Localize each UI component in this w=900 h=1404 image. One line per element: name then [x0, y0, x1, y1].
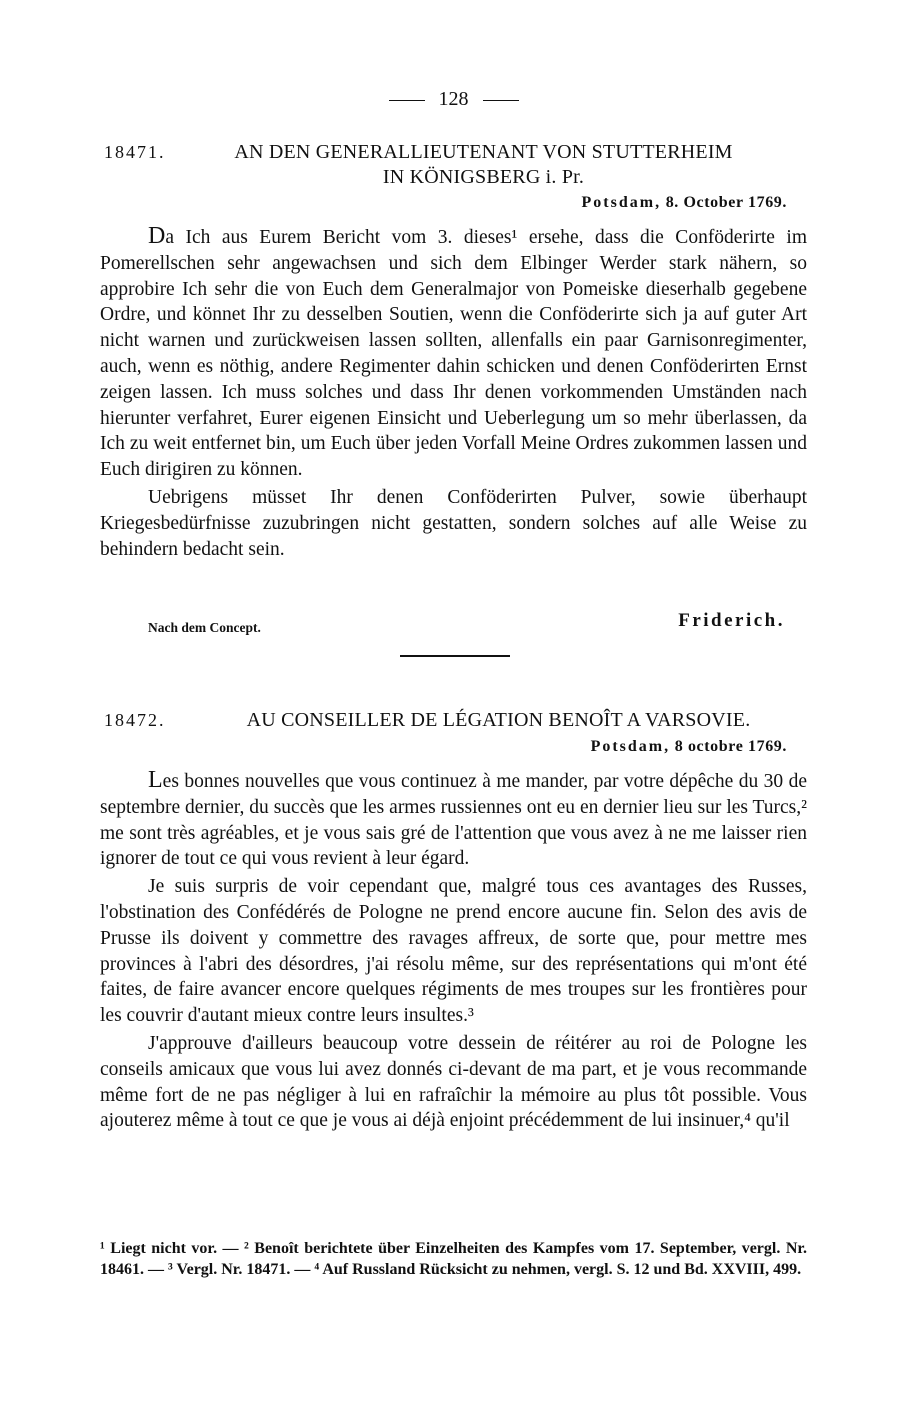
letter1-source-note: Nach dem Concept. — [148, 620, 261, 635]
letter2-paragraph-2: Je suis surpris de voir cependant que, malgré tous ces avantages des Russes, l'obstination des Confédérés de Pologne ne prend encore aucune fin. Selon des avis de Prusse ils doivent y commettre des ravages affreux, de sorte que, pour mettre mes provinces à l'abri des désordres, j'ai résolu même, sur des représentations qui m'ont été faites, de faire avancer encore quelques régiments de mes troupes sur les frontières pour les couvrir d'autant mieux contre leurs insultes.³ — [100, 876, 807, 1027]
letter1-heading-line1: AN DEN GENERALLIEUTENANT VON STUTTERHEIM — [234, 141, 733, 163]
letter1-place-date-text: 8. October 1769. — [665, 194, 787, 211]
footnotes — [100, 1238, 807, 1280]
letter2-number: 18472. — [104, 710, 166, 730]
page-number-dash-right — [483, 100, 519, 101]
letter1-paragraph-2: Uebrigens müsset Ihr denen Conföderirten Pulver, sowie überhaupt Kriegesbedürfnisse zuzubringen nicht gestatten, sondern solches auf alle Weise zu behindern bedacht sein. — [100, 486, 807, 560]
footnotes-text: ¹ Liegt nicht vor. — ² Benoît berichtete über Einzelheiten des Kampfes vom 17. September, vergl. Nr. 18461. — ³ Vergl. Nr. 18471. — ⁴ Auf Russland Rücksicht zu nehmen, vergl. S. 12 und Bd. XXVIII, 499. — [100, 1240, 807, 1278]
letter1-place-city: Potsdam, — [581, 194, 662, 211]
letter1-signature: Friderich. — [678, 610, 785, 631]
letter1-heading-line2: IN KÖNIGSBERG i. Pr. — [382, 166, 585, 188]
letter2-place-city: Potsdam, — [590, 738, 671, 755]
letter2-paragraph-1: Les bonnes nouvelles que vous continuez à me mander, par votre dépêche du 30 de septembre dernier, du succès que les armes russiennes ont eu en dernier lieu sur les Turcs,² me sont très agréables, et je vous sais gré de l'attention que vous avez à ne me laisser rien ignorer de tout ce qui vous revient à leur égard. — [100, 767, 807, 870]
letter2-place-date — [591, 738, 787, 756]
letter2-body — [100, 768, 807, 1134]
letter2-heading-text: AU CONSEILLER DE LÉGATION BENOÎT A VARSOVIE. — [246, 709, 751, 731]
letter1-paragraph-1: Da Ich aus Eurem Bericht vom 3. dieses¹ ersehe, dass die Conföderirte im Pomerellschen sehr angewachsen und sich dem Elbinger Werder stark nähern, so approbire Ich sehr die von Euch dem Generalmajor von Pomeiske dieserhalb gegebene Ordre, und könnet Ihr zu desselben Soutien, wenn die Conföderirte sich ja auf guter Art nicht warnen und zurückweisen lassen sollten, allenfalls ein paar Garnisonregimenter, auch, wenn es nöthig, andere Regimenter dahin schicken und denen Conföderirten Ernst zeigen lassen. Ich muss solches und dass Ihr denen vorkommenden Umständen nach hierunter verfahret, Eurer eigenen Einsicht und Ueberlegung um so mehr überlassen, da Ich zu weit entfernet bin, um Euch über jeden Vorfall Meine Ordres zukommen lassen und Euch dirigiren zu können. — [100, 223, 807, 481]
letter1-number: 18471. — [104, 142, 166, 162]
page-number-text: 128 — [438, 88, 469, 110]
section-divider — [400, 655, 510, 657]
letter2-heading — [100, 708, 807, 733]
letter1-heading — [100, 140, 807, 190]
page-number-dash-left — [389, 100, 425, 101]
letter2-paragraph-3: J'approuve d'ailleurs beaucoup votre dessein de réitérer au roi de Pologne les conseils amicaux que vous lui avez donnés ci-devant de ma part, et je vous recommande même fort de ne pas négliger à lui en rafraîchir la mémoire au plus tôt possible. Vous ajouterez même à tout ce que je vous ai déjà enjoint précédemment de lui insinuer,⁴ qu'il — [100, 1032, 807, 1132]
letter1-body — [100, 224, 807, 562]
letter2-place-date-text: 8 octobre 1769. — [674, 738, 787, 755]
letter1-place-date — [582, 194, 787, 212]
page-number — [100, 88, 807, 111]
